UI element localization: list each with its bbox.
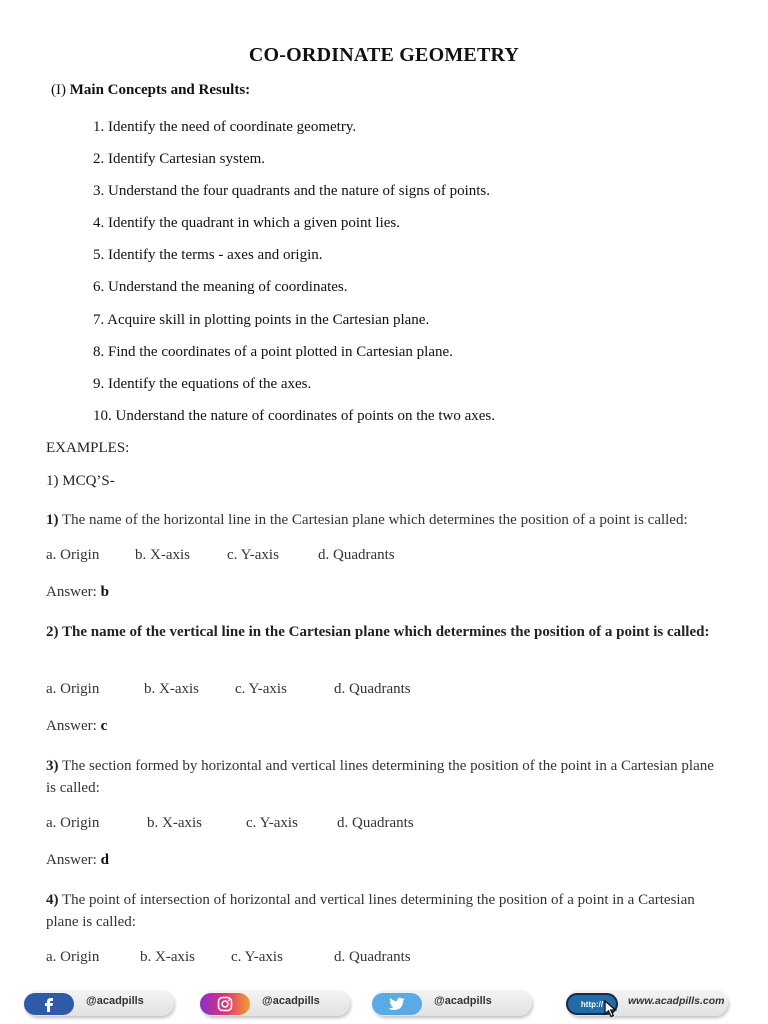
facebook-link[interactable] (24, 990, 174, 1016)
concept-item: 9. Identify the equations of the axes. (93, 376, 312, 392)
facebook-icon (24, 993, 74, 1015)
examples-label: EXAMPLES: (46, 440, 130, 456)
concept-item: 8. Find the coordinates of a point plotted in Cartesian plane. (93, 344, 453, 360)
option-c: c. Y-axis (235, 681, 287, 697)
web-cursor-icon (604, 1000, 618, 1018)
twitter-link[interactable] (372, 990, 532, 1016)
twitter-handle: @acadpills (434, 995, 492, 1007)
answer-value: c (100, 718, 108, 734)
option-a: a. Origin (46, 949, 100, 965)
answer-label: Answer: (46, 852, 97, 868)
answer-3 (46, 852, 109, 869)
concept-item: 2. Identify Cartesian system. (93, 151, 266, 167)
question-number: 3) (46, 758, 59, 774)
section-heading (51, 82, 250, 99)
concept-item: 3. Understand the four quadrants and the nature of signs of points. (93, 183, 490, 199)
question-text: The name of the vertical line in the Cartesian plane which determines the position of a point is called: (61, 624, 710, 640)
concept-item: 7. Acquire skill in plotting points in the Cartesian plane. (93, 312, 430, 328)
question-3 (46, 755, 726, 799)
option-c: c. Y-axis (246, 815, 298, 831)
website-url: www.acadpills.com (628, 995, 725, 1007)
section-title: Main Concepts and Results: (69, 82, 251, 98)
question-4 (46, 889, 726, 933)
question-number: 4) (46, 892, 59, 908)
question-number: 2) (46, 624, 59, 640)
twitter-icon (372, 993, 422, 1015)
option-d: d. Quadrants (337, 815, 414, 831)
page-title: CO-ORDINATE GEOMETRY (248, 44, 520, 66)
question-text: The section formed by horizontal and vertical lines determining the position of the point in a Cartesian plane is called: (46, 758, 714, 796)
option-a: a. Origin (46, 547, 100, 563)
question-text: The name of the horizontal line in the Cartesian plane which determines the position of a point is called: (61, 512, 688, 528)
social-footer (0, 984, 768, 1024)
answer-1 (46, 584, 109, 601)
web-badge-text: http:// (580, 999, 604, 1009)
concept-item: 5. Identify the terms - axes and origin. (93, 247, 323, 263)
option-b: b. X-axis (144, 681, 199, 697)
answer-2 (46, 718, 107, 735)
option-b: b. X-axis (140, 949, 195, 965)
concept-item: 1. Identify the need of coordinate geometry. (93, 119, 357, 135)
answer-label: Answer: (46, 584, 97, 600)
answer-value: b (100, 584, 109, 600)
facebook-handle: @acadpills (86, 995, 144, 1007)
option-b: b. X-axis (147, 815, 202, 831)
answer-label: Answer: (46, 718, 97, 734)
option-d: d. Quadrants (318, 547, 395, 563)
concept-item: 10. Understand the nature of coordinates of points on the two axes. (93, 408, 495, 424)
answer-value: d (100, 852, 109, 868)
website-link[interactable] (566, 990, 728, 1016)
mcq-label: 1) MCQ’S- (46, 473, 115, 489)
section-number: (I) (51, 82, 66, 98)
option-a: a. Origin (46, 815, 100, 831)
question-2 (46, 621, 726, 643)
option-c: c. Y-axis (231, 949, 283, 965)
question-number: 1) (46, 512, 59, 528)
option-a: a. Origin (46, 681, 100, 697)
option-d: d. Quadrants (334, 681, 411, 697)
option-b: b. X-axis (135, 547, 190, 563)
option-c: c. Y-axis (227, 547, 279, 563)
instagram-handle: @acadpills (262, 995, 320, 1007)
question-text: The point of intersection of horizontal and vertical lines determining the position of a point in a Cartesian plane is called: (46, 892, 695, 930)
instagram-icon (200, 993, 250, 1015)
concept-item: 6. Understand the meaning of coordinates. (93, 279, 348, 295)
concept-item: 4. Identify the quadrant in which a given point lies. (93, 215, 401, 231)
instagram-link[interactable] (200, 990, 350, 1016)
question-1 (46, 509, 726, 531)
option-d: d. Quadrants (334, 949, 411, 965)
